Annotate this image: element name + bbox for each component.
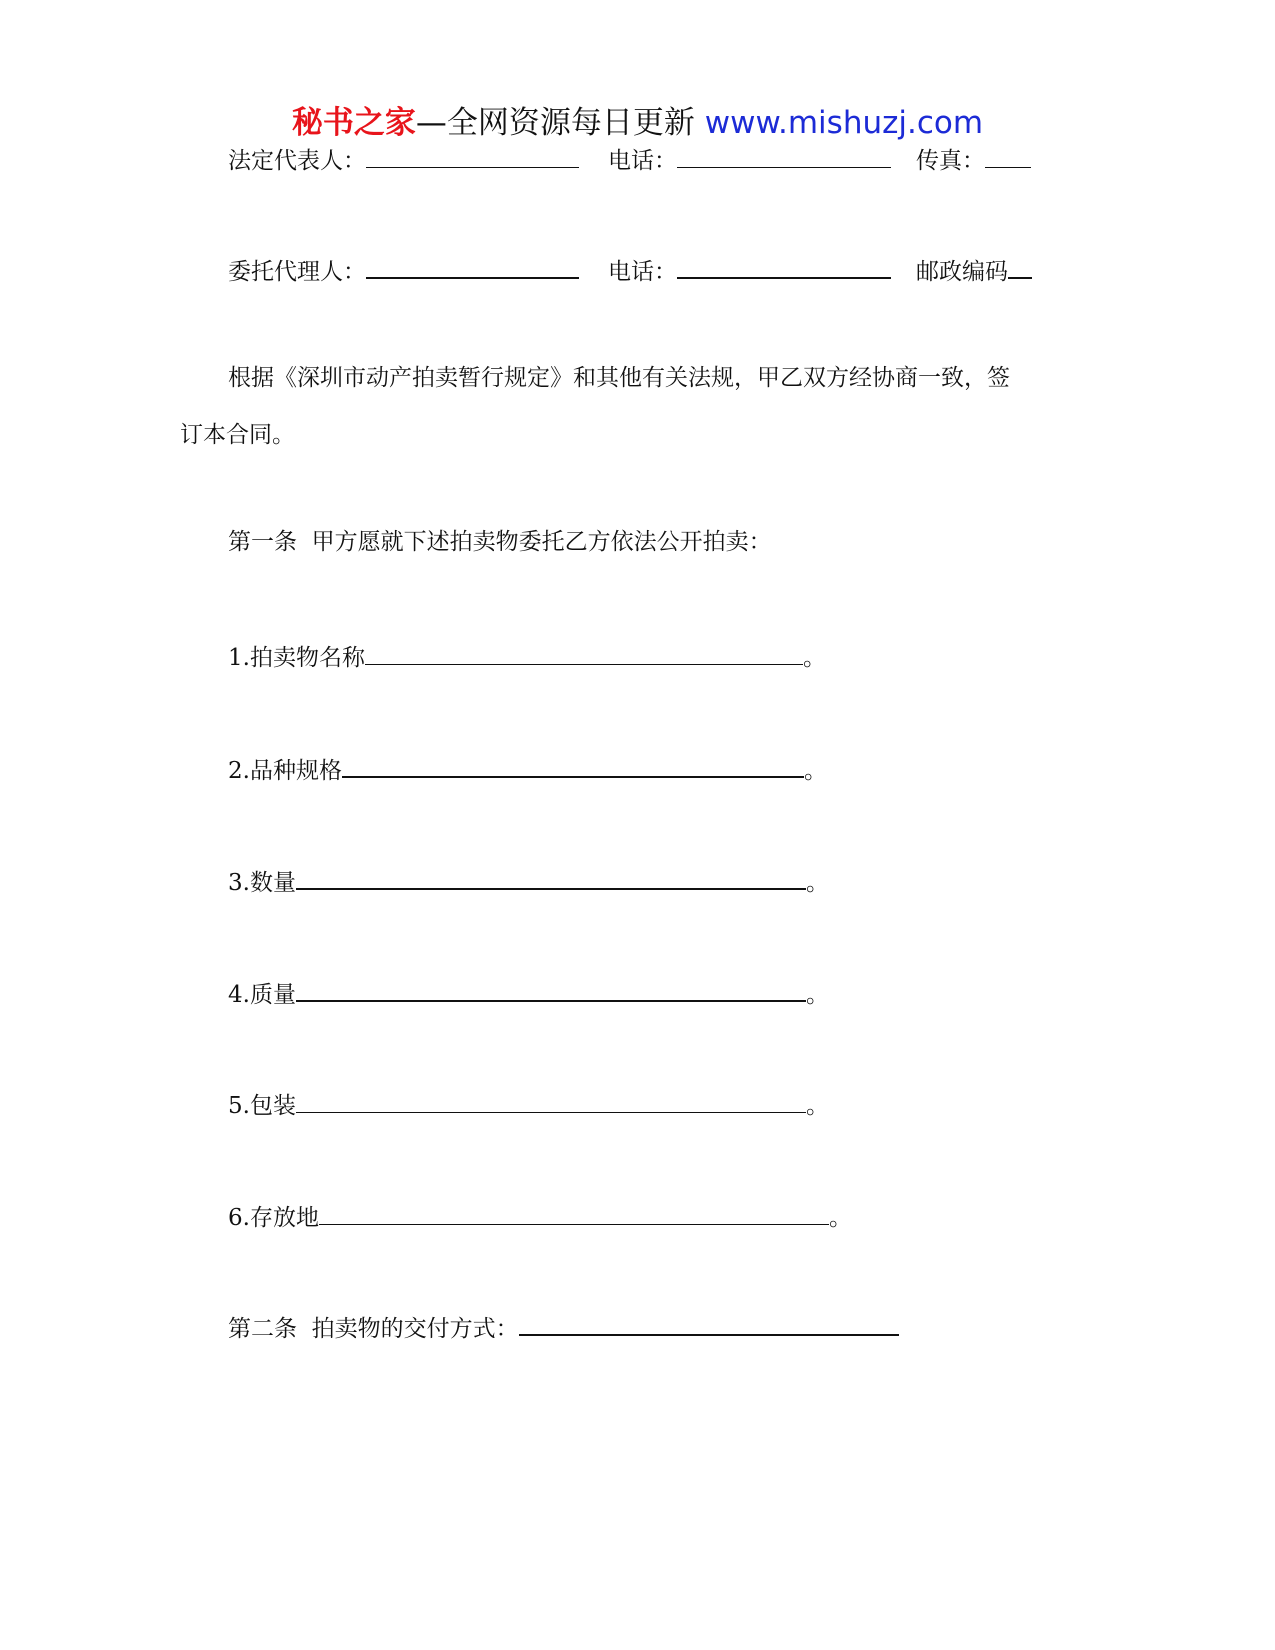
fax-label: 传真： bbox=[916, 148, 985, 174]
item-row bbox=[228, 1200, 852, 1233]
item-spec-blank[interactable] bbox=[342, 752, 804, 778]
agent-blank[interactable] bbox=[366, 253, 579, 279]
item-end: 。 bbox=[828, 1205, 852, 1231]
item-storage-blank[interactable] bbox=[319, 1200, 829, 1225]
item-row bbox=[228, 864, 829, 898]
item-label: 6.存放地 bbox=[228, 1205, 319, 1231]
item-row bbox=[228, 976, 829, 1010]
phone-label-1: 电话： bbox=[608, 148, 677, 174]
fax-row bbox=[916, 143, 1031, 176]
legal-rep-row bbox=[228, 143, 579, 176]
item-label: 1.拍卖物名称 bbox=[228, 645, 365, 671]
item-package-blank[interactable] bbox=[296, 1088, 806, 1113]
phone-row-1 bbox=[608, 143, 891, 176]
site-slogan: —全网资源每日更新 bbox=[415, 105, 695, 141]
site-url-link[interactable]: www.mishuzj.com bbox=[704, 105, 984, 141]
phone-row-2 bbox=[608, 253, 891, 287]
legal-rep-label: 法定代表人： bbox=[228, 148, 366, 174]
article-2-row bbox=[228, 1310, 899, 1344]
phone-label-2: 电话： bbox=[608, 259, 677, 285]
item-end: 。 bbox=[805, 870, 829, 896]
fax-blank[interactable] bbox=[985, 143, 1031, 168]
item-row bbox=[228, 752, 827, 786]
item-quality-blank[interactable] bbox=[296, 976, 806, 1002]
item-quantity-blank[interactable] bbox=[296, 864, 806, 890]
postal-label: 邮政编码 bbox=[916, 259, 1008, 285]
agent-row bbox=[228, 253, 579, 287]
site-header bbox=[0, 103, 1275, 143]
item-end: 。 bbox=[805, 982, 829, 1008]
intro-line-1: 根据《深圳市动产拍卖暂行规定》和其他有关法规，甲乙双方经协商一致，签 bbox=[228, 365, 1010, 391]
item-row bbox=[228, 1088, 829, 1121]
intro-line-2: 订本合同。 bbox=[180, 422, 295, 448]
postal-row bbox=[916, 253, 1032, 287]
article-1-title: 第一条 甲方愿就下述拍卖物委托乙方依法公开拍卖： bbox=[228, 529, 772, 555]
item-end: 。 bbox=[802, 645, 826, 671]
item-label: 3.数量 bbox=[228, 870, 296, 896]
postal-blank[interactable] bbox=[1008, 253, 1032, 279]
item-label: 5.包装 bbox=[228, 1093, 296, 1119]
item-label: 4.质量 bbox=[228, 982, 296, 1008]
article-2-title: 第二条 拍卖物的交付方式： bbox=[228, 1316, 519, 1342]
agent-label: 委托代理人： bbox=[228, 259, 366, 285]
phone-blank-1[interactable] bbox=[677, 143, 891, 168]
item-end: 。 bbox=[803, 758, 827, 784]
item-end: 。 bbox=[805, 1093, 829, 1119]
phone-blank-2[interactable] bbox=[677, 253, 891, 279]
item-label: 2.品种规格 bbox=[228, 758, 342, 784]
item-name-blank[interactable] bbox=[365, 640, 803, 665]
legal-rep-blank[interactable] bbox=[366, 143, 579, 168]
item-row bbox=[228, 640, 826, 673]
delivery-method-blank[interactable] bbox=[519, 1310, 899, 1336]
site-brand: 秘书之家 bbox=[291, 105, 416, 141]
